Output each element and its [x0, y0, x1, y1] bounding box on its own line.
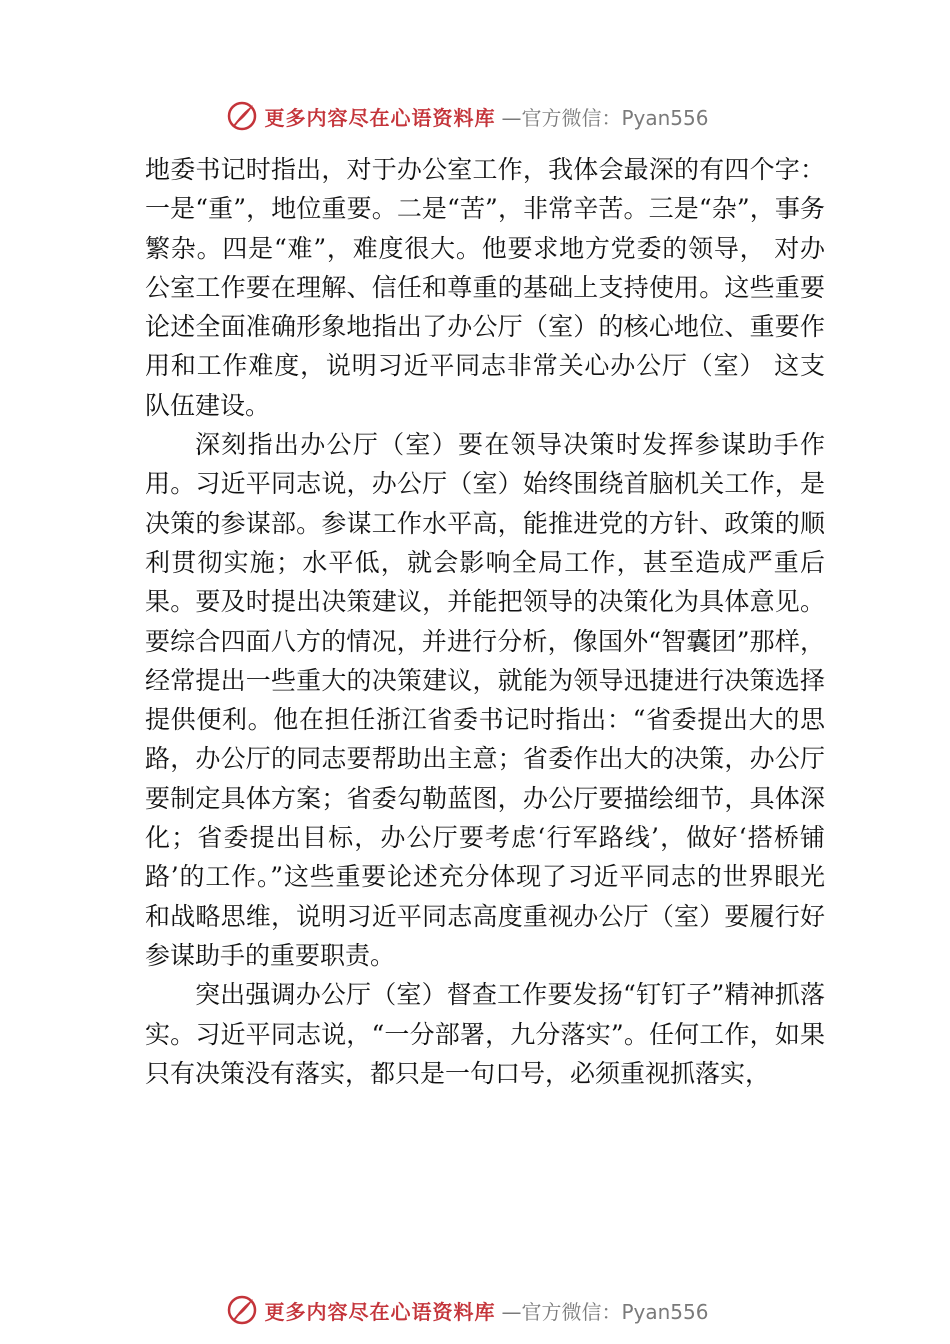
paragraph-decision-advice: 深刻指出办公厅（室）要在领导决策时发挥参谋助手作用。习近平同志说，办公厅（室）始终围绕首脑机关工作，是决策的参谋部。参谋工作水平高，能推进党的方针、政策的顺利贯彻实施；水平低，就会影响全局工作，甚至造成严重后果。要及时提出决策建议，并能把领导的决策化为具体意见。要综合四面八方的情况，并进行分析，像国外“智囊团”那样，经常提出一些重大的决策建议，就能为领导迅捷进行决策选择提供便利。他在担任浙江省委书记时指出：“省委提出大的思路，办公厅的同志要帮助出主意；省委作出大的决策，办公厅要制定具体方案；省委勾勒蓝图，办公厅要描绘细节，具体深化；省委提出目标，办公厅要考虑‘行军路线’，做好‘搭桥铺路’的工作。”这些重要论述充分体现了习近平同志的世界眼光和战略思维，说明习近平同志高度重视办公厅（室）要履行好参谋助手的重要职责。 — [145, 430, 825, 970]
document-body — [145, 150, 825, 1093]
paragraph-supervision: 突出强调办公厅（室）督查工作要发扬“钉钉子”精神抓落实。习近平同志说，“一分部署，九分落实”。任何工作，如果只有决策没有落实，都只是一句口号，必须重视抓落实， — [145, 980, 825, 1088]
paragraph-continued: 地委书记时指出，对于办公室工作，我体会最深的有四个字：一是“重”，地位重要。二是“苦”，非常辛苦。三是“杂”，事务繁杂。四是“难”，难度很大。他要求地方党委的领导， 对办公室工作要在理解、信任和尊重的基础上支持使用。这些重要论述全面准确形象地指出了办公厅（室）的核心地位、重要作用和工作难度，说明习近平同志非常关心办公厅（室） 这支队伍建设。 — [145, 155, 825, 420]
header-watermark-banner — [0, 96, 950, 136]
footer-watermark-banner — [0, 1290, 950, 1330]
footer-watermark-red-text: 更多内容尽在心语资料库 — [264, 1299, 496, 1324]
header-watermark-gray-text: —官方微信：Pyan556 — [501, 105, 709, 130]
footer-watermark-inner — [226, 1294, 708, 1326]
header-watermark-inner — [226, 100, 708, 132]
quill-logo-icon — [226, 100, 258, 132]
quill-logo-icon — [226, 1294, 258, 1326]
header-watermark-red-text: 更多内容尽在心语资料库 — [264, 105, 496, 130]
footer-watermark-gray-text: —官方微信：Pyan556 — [501, 1299, 709, 1324]
